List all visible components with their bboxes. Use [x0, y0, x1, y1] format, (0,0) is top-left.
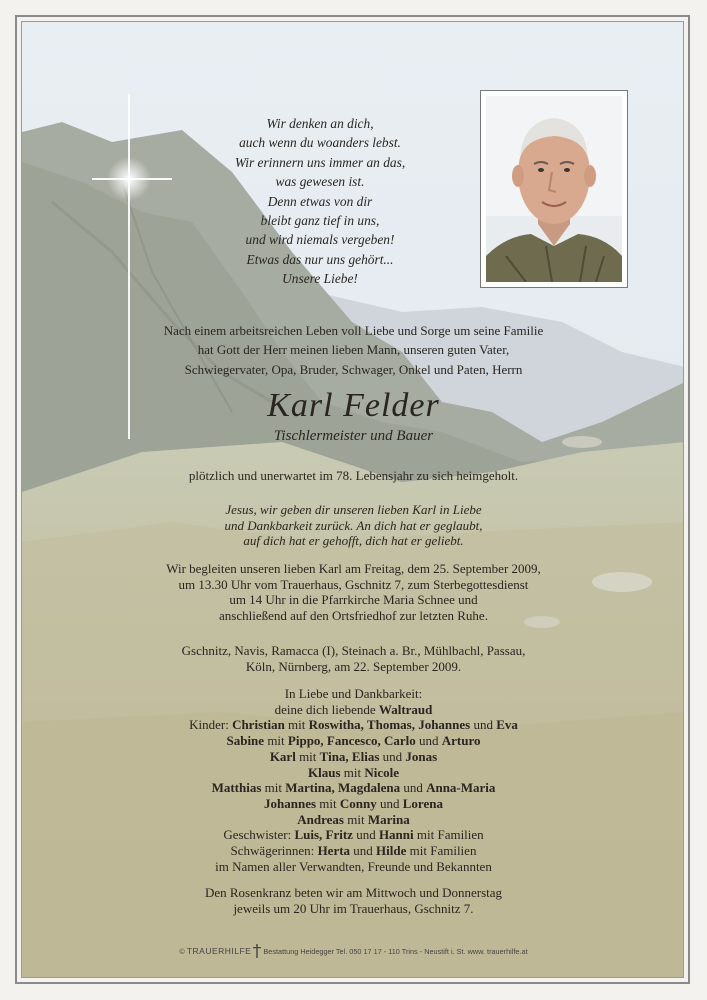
closing-line: im Namen aller Verwandten, Freunde und Bekannten: [215, 858, 492, 874]
funeral-line: um 14 Uhr in die Pfarrkirche Maria Schnee und: [229, 592, 478, 608]
funeral-details: [22, 561, 684, 624]
deceased-name: Karl Felder: [267, 387, 440, 424]
portrait-photo: [486, 96, 622, 282]
copyright-symbol: ©: [179, 947, 185, 956]
mourners-list: [22, 686, 684, 874]
poem-line: und wird niemals vergeben!: [245, 232, 395, 248]
siblings-line: Geschwister: Luis, Fritz und Hanni mit Familien: [223, 827, 484, 843]
children-line: Klaus mit Nicole: [307, 764, 399, 780]
children-line: Kinder: Christian mit Roswitha, Thomas, Johannes und Eva: [189, 717, 518, 733]
portrait-frame: [480, 90, 628, 288]
mourners-heading: In Liebe und Dankbarkeit:: [284, 686, 423, 701]
rosary-line: jeweils um 20 Uhr im Trauerhaus, Gschnitz 7.: [233, 900, 474, 916]
footer: [22, 944, 684, 958]
cross-icon: [253, 944, 261, 958]
places-line: Gschnitz, Navis, Ramacca (I), Steinach a. Br., Mühlbachl, Passau,: [181, 643, 526, 658]
poem-line: was gewesen ist.: [275, 174, 365, 190]
deceased-profession: Tischlermeister und Bauer: [273, 428, 434, 444]
funeral-line: um 13.30 Uhr vom Trauerhaus, Gschnitz 7, zum Sterbegottesdienst: [178, 576, 529, 592]
inner-frame: [21, 21, 684, 978]
funeral-line: anschließend auf den Ortsfriedhof zur letzten Ruhe.: [219, 608, 488, 624]
poem-line: Unsere Liebe!: [282, 271, 358, 287]
poem-line: bleibt ganz tief in uns,: [260, 213, 380, 229]
intro-text: [22, 321, 684, 379]
children-line: Matthias mit Martina, Magdalena und Anna-Maria: [211, 780, 496, 796]
funeral-line: Wir begleiten unseren lieben Karl am Freitag, dem 25. September 2009,: [166, 561, 541, 576]
intro-line: hat Gott der Herr meinen lieben Mann, unseren guten Vater,: [197, 342, 510, 358]
places-and-date: [22, 643, 684, 674]
passing-line: plötzlich und unerwartet im 78. Lebensjahr zu sich heimgeholt.: [188, 468, 519, 483]
intro-line: Schwiegervater, Opa, Bruder, Schwager, Onkel und Paten, Herrn: [184, 361, 523, 377]
children-line: Andreas mit Marina: [297, 811, 410, 827]
obituary-content: [22, 22, 684, 978]
intro-line: Nach einem arbeitsreichen Leben voll Liebe und Sorge um seine Familie: [163, 323, 544, 338]
rosary-text: [22, 885, 684, 916]
poem-line: Wir denken an dich,: [266, 116, 374, 131]
children-line: Johannes mit Conny und Lorena: [264, 795, 443, 811]
inlaws-line: Schwägerinnen: Herta und Hilde mit Familien: [230, 843, 477, 859]
prayer-line: auf dich hat er gehofft, dich hat er geliebt.: [243, 533, 464, 549]
children-line: Karl mit Tina, Elias und Jonas: [269, 748, 438, 764]
poem-line: Etwas das nur uns gehört...: [246, 251, 394, 267]
prayer-text: [22, 502, 684, 549]
footer-contact: Bestattung Heidegger Tel. 050 17 17 - 110 Trins - Neustift i. St. www. trauerhilfe.at: [263, 947, 528, 956]
poem-line: Denn etwas von dir: [267, 193, 373, 209]
brand-logo: TRAUERHILFE: [186, 946, 252, 956]
children-line: Sabine mit Pippo, Fancesco, Carlo und Arturo: [226, 733, 481, 749]
rosary-line: Den Rosenkranz beten wir am Mittwoch und Donnerstag: [204, 885, 503, 900]
poem-line: auch wenn du woanders lebst.: [239, 135, 401, 151]
wife-line: deine dich liebende Waltraud: [274, 701, 433, 717]
prayer-line: und Dankbarkeit zurück. An dich hat er geglaubt,: [224, 517, 483, 533]
memorial-poem: [162, 114, 478, 289]
passing-text: [22, 468, 684, 484]
poem-line: Wir erinnern uns immer an das,: [234, 154, 406, 170]
places-line: Köln, Nürnberg, am 22. September 2009.: [245, 658, 462, 674]
prayer-line: Jesus, wir geben dir unseren lieben Karl in Liebe: [225, 502, 482, 517]
